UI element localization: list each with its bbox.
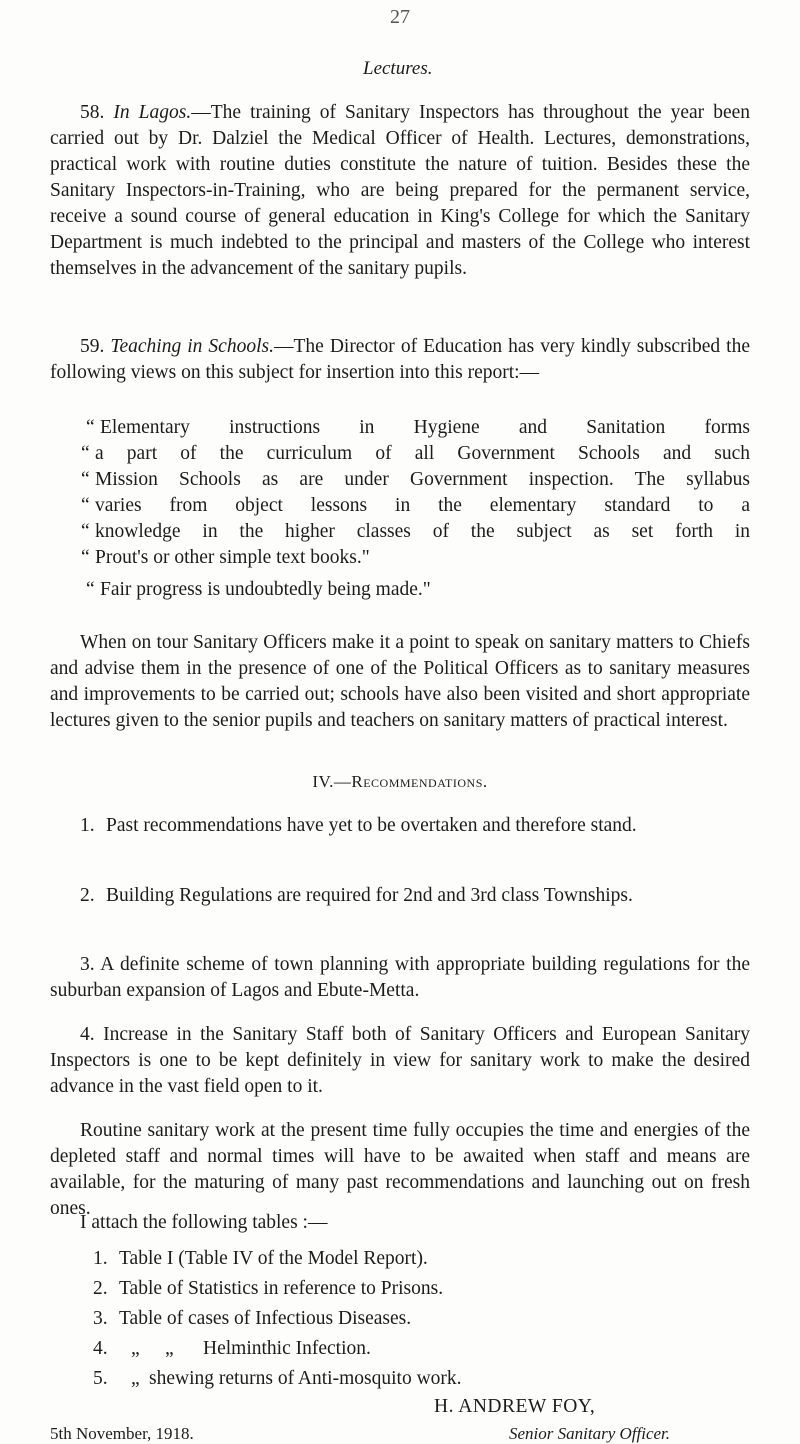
paragraph-58-text: —The training of Sanitary Inspectors has throughout the year been carried out by Dr. Dalziel the Medical Officer of Health. Lectures, demonstrations, practical work with routine duties constitute the nature of tuition. Besides these the Sanitary Inspectors-in-Training, who are being prepared for the permanent service, receive a sound course of general education in King's College for which the Sanitary Department is much indebted to the principal and masters of the College who interest themselves in the advancement of the sanitary pupils. xyxy=(50,102,750,279)
routine-paragraph-text: Routine sanitary work at the present time fully occupies the time and energies of the depleted staff and normal times will have to be awaited when staff and means are available, for the maturing of many past recommendations and launching out on fresh ones. xyxy=(50,1120,750,1219)
ditto-mark: „ xyxy=(131,1368,140,1389)
recommendation-3-number: 3. xyxy=(80,954,95,975)
table-item-3-number: 3. xyxy=(93,1308,108,1329)
table-item-2-text: Table of Statistics in reference to Prisons. xyxy=(119,1278,444,1299)
quote-line-2: a part of the curriculum of all Government Schools and such xyxy=(95,443,750,464)
recommendation-3-text: A definite scheme of town planning with appropriate building regulations for the suburban expansion of Lagos and Ebute-Metta. xyxy=(50,954,750,1001)
routine-paragraph xyxy=(50,1118,750,1222)
tables-list xyxy=(93,1246,743,1392)
paragraph-59-number: 59. xyxy=(80,336,105,357)
table-item-3-text: Table of cases of Infectious Diseases. xyxy=(119,1308,412,1329)
quote-line-5: knowledge in the higher classes of the subject as set forth in xyxy=(95,521,750,542)
recommendation-2-number: 2. xyxy=(80,885,95,906)
table-item-4-text: Helminthic Infection. xyxy=(203,1338,371,1359)
table-item-2-number: 2. xyxy=(93,1278,108,1299)
education-quote: “ Elementary instructions in Hygiene and Sanitation forms “ a part of the curriculum of all Government Schools and such “ Mission Schools as are under Government inspection. The syllabus “ varies from object lessons in the elementary standard to a “ knowledge in the higher classes of the subject as set forth in “ Prout's or other simple text books." “ Fair progress is undoubtedly being made." xyxy=(86,415,750,603)
table-item-4-number: 4. xyxy=(93,1338,108,1359)
tour-paragraph xyxy=(50,630,750,734)
recommendation-1 xyxy=(80,813,750,839)
section-heading: Lectures. xyxy=(363,58,433,79)
quote-line-7: Fair progress is undoubtedly being made." xyxy=(100,579,431,600)
recommendation-2-text: Building Regulations are required for 2nd and 3rd class Townships. xyxy=(106,885,633,906)
ditto-mark: „ xyxy=(165,1338,174,1359)
table-item-5-number: 5. xyxy=(93,1368,108,1389)
paragraph-59 xyxy=(50,334,750,386)
paragraph-59-title: Teaching in Schools. xyxy=(110,336,274,357)
table-item-1-number: 1. xyxy=(93,1248,108,1269)
table-item-1-text: Table I (Table IV of the Model Report). xyxy=(119,1248,428,1269)
paragraph-58 xyxy=(50,100,750,282)
quote-line-4: varies from object lessons in the elementary standard to a xyxy=(95,495,750,516)
recommendations-heading: IV.—Recommendations. xyxy=(312,772,488,791)
recommendation-4-text: Increase in the Sanitary Staff both of Sanitary Officers and European Sanitary Inspectors is one to be kept definitely in view for sanitary work to make the desired advance in the vast field open to it. xyxy=(50,1024,750,1097)
quote-line-1: Elementary instructions in Hygiene and Sanitation forms xyxy=(100,417,750,438)
quote-line-6: Prout's or other simple text books." xyxy=(95,547,370,568)
paragraph-59-text: —The Director of Education has very kindly subscribed the following views on this subject for insertion into this report:— xyxy=(50,336,750,383)
signature-title: Senior Sanitary Officer. xyxy=(509,1424,671,1443)
recommendation-1-number: 1. xyxy=(80,815,95,836)
attach-intro: I attach the following tables :— xyxy=(80,1212,328,1233)
page-number: 27 xyxy=(390,6,410,28)
ditto-mark: „ xyxy=(131,1338,140,1359)
table-item-5-text: shewing returns of Anti-mosquito work. xyxy=(149,1368,462,1389)
recommendation-2 xyxy=(80,883,750,909)
signature-name: H. ANDREW FOY, xyxy=(434,1396,596,1417)
recommendation-1-text: Past recommendations have yet to be overtaken and therefore stand. xyxy=(106,815,637,836)
paragraph-58-title: In Lagos. xyxy=(113,102,192,123)
tour-paragraph-text: When on tour Sanitary Officers make it a point to speak on sanitary matters to Chiefs and advise them in the presence of one of the Political Officers as to sanitary measures and improvements to be carried out; schools have also been visited and short appropriate lectures given to the senior pupils and teachers on sanitary matters of practical interest. xyxy=(50,632,750,731)
paragraph-58-number: 58. xyxy=(80,102,105,123)
quote-line-3: Mission Schools as are under Government inspection. The syllabus xyxy=(95,469,750,490)
recommendation-3 xyxy=(50,952,750,1004)
document-date: 5th November, 1918. xyxy=(50,1424,194,1443)
recommendation-4-number: 4. xyxy=(80,1024,95,1045)
recommendation-4 xyxy=(50,1022,750,1100)
